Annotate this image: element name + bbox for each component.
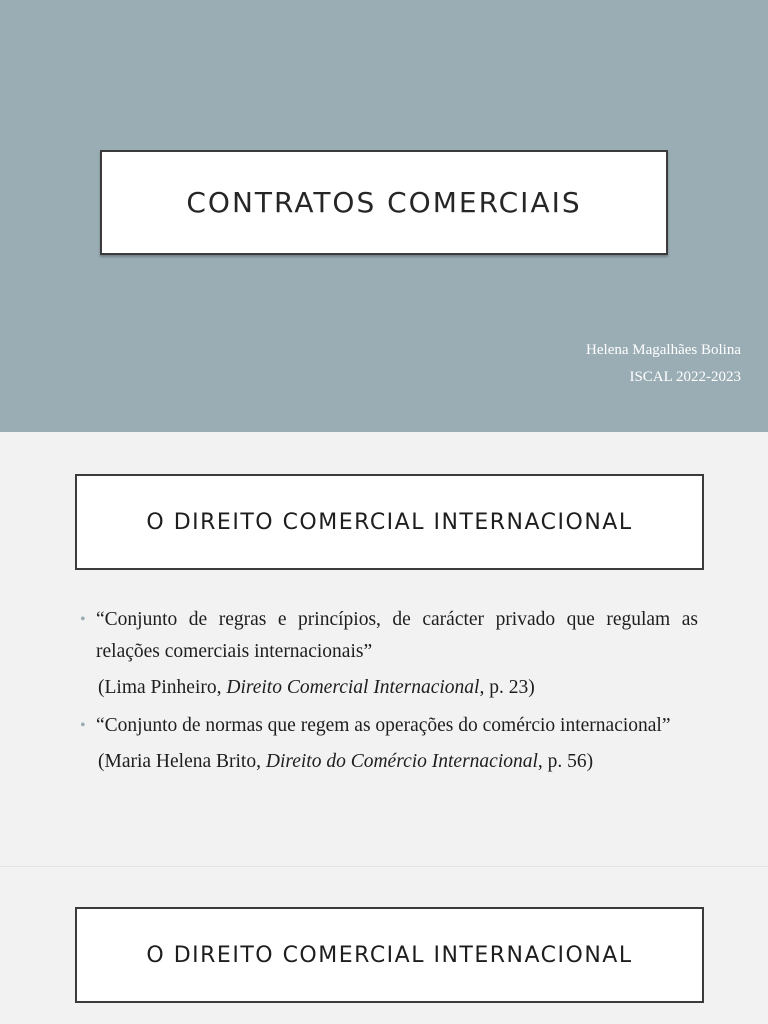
citation-page: , p. 56) (537, 751, 594, 772)
slide-definitions (0, 432, 768, 866)
citation-work: Direito do Comércio Internacional (265, 751, 538, 772)
section-heading-box (75, 907, 704, 1003)
citation (80, 746, 698, 778)
section-heading-box (75, 474, 704, 570)
bullet-dot-icon: • (80, 717, 86, 734)
citation-author: (Lima Pinheiro, (98, 677, 227, 698)
section-heading: O DIREITO COMERCIAL INTERNACIONAL (146, 942, 633, 968)
slide-title-text: CONTRATOS COMERCIAIS (186, 186, 582, 219)
citation-author: (Maria Helena Brito, (98, 751, 266, 772)
citation (80, 672, 698, 704)
definition-quote: “Conjunto de normas que regem as operações do comércio internacional” (96, 715, 671, 736)
slide-title (0, 0, 768, 432)
definition-list (80, 604, 698, 784)
section-heading: O DIREITO COMERCIAL INTERNACIONAL (146, 509, 633, 535)
title-box (100, 150, 668, 255)
citation-page: , p. 23) (479, 677, 535, 698)
author-name: Helena Magalhães Bolina (586, 342, 741, 358)
citation-work: Direito Comercial Internacional (226, 677, 480, 698)
definition-bullet (80, 604, 698, 668)
definition-bullet (80, 710, 698, 742)
institution-year: ISCAL 2022-2023 (629, 369, 741, 385)
bullet-dot-icon: • (80, 611, 86, 628)
slide-next (0, 867, 768, 1024)
definition-quote: “Conjunto de regras e princípios, de carácter privado que regulam as relações comerciais internacionais” (96, 609, 698, 662)
